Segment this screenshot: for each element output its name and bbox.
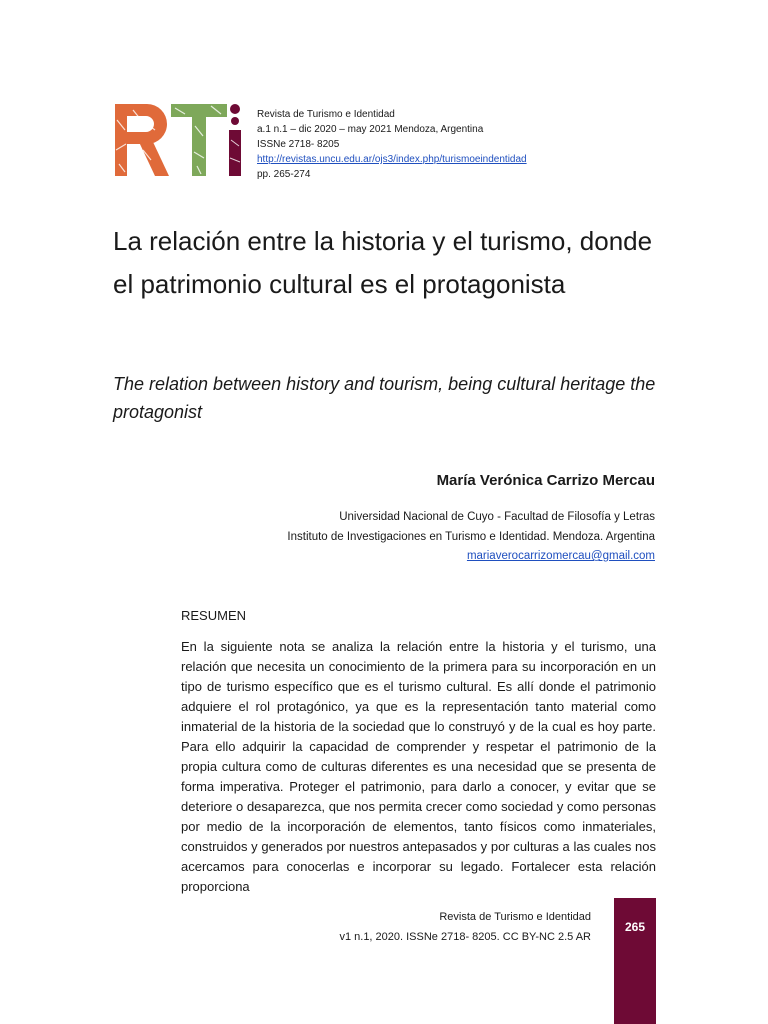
page-number: 265 — [624, 920, 646, 934]
author-affiliation — [287, 508, 655, 567]
journal-issue: a.1 n.1 – dic 2020 – may 2021 Mendoza, Argentina — [257, 124, 484, 135]
affiliation-institute: Instituto de Investigaciones en Turismo e Identidad. Mendoza. Argentina — [287, 530, 655, 543]
page-number-tab — [614, 898, 656, 1024]
journal-url-link[interactable]: http://revistas.uncu.edu.ar/ojs3/index.php/turismoeindentidad — [257, 154, 527, 165]
affiliation-university: Universidad Nacional de Cuyo - Facultad de Filosofía y Letras — [339, 511, 655, 523]
abstract-text: En la siguiente nota se analiza la relación entre la historia y el turismo, una relación que necesita un conocimiento de la primera para su incorporación en un tipo de turismo específico que es el turismo cultural. Es allí donde el patrimonio adquiere el rol protagónico, ya que es la representación tanto material como inmaterial de la historia de la sociedad que lo construyó y de la cual es hoy parte. Para ello adquirir la capacidad de comprender y respetar el patrimonio de la propia cultura como de culturas diferentes es una necesidad que se presenta de forma imperativa. Proteger el patrimonio, para darlo a conocer, y evitar que se deteriore o desaparezca, que nos permita crecer como sociedad y como personas por medio de la incorporación de elementos, tanto físicos como inmateriales, construidos y generados por nuestros antepasados y por culturas a las cuales nos acercamos para conocerlas e incorporar su legado. Fortalecer esta relación proporciona — [181, 639, 656, 894]
page-footer — [339, 907, 591, 947]
abstract-heading: RESUMEN — [181, 608, 247, 623]
footer-journal-name: Revista de Turismo e Identidad — [439, 911, 591, 923]
article-title: La relación entre la historia y el turismo, donde el patrimonio cultural es el protagonista — [113, 226, 653, 299]
journal-pages: pp. 265-274 — [257, 169, 311, 180]
journal-logo — [113, 100, 245, 180]
article-subtitle: The relation between history and tourism, being cultural heritage the protagonist — [113, 374, 656, 422]
footer-license: v1 n.1, 2020. ISSNe 2718- 8205. CC BY-NC 2.5 AR — [339, 931, 591, 943]
journal-issn: ISSNe 2718- 8205 — [257, 139, 340, 150]
journal-name: Revista de Turismo e Identidad — [257, 109, 395, 120]
author-name: María Verónica Carrizo Mercau — [436, 472, 655, 489]
author-email-link[interactable]: mariaverocarrizomercau@gmail.com — [466, 550, 655, 562]
journal-info — [257, 107, 527, 182]
